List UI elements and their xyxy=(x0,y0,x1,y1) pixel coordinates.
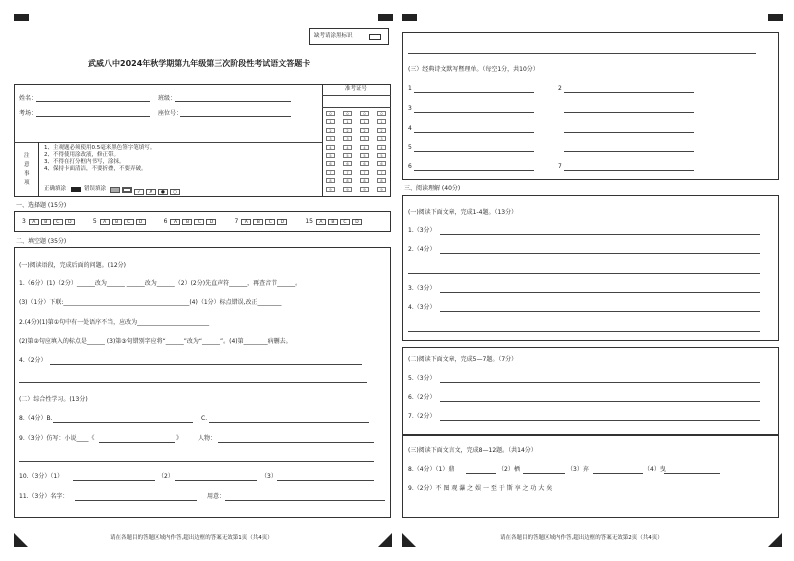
ticket-digit-cell[interactable]: 6 xyxy=(360,161,369,166)
poem-blank-number: 1 xyxy=(408,85,412,92)
corner-tri-bl xyxy=(14,533,28,547)
poem-blank-line[interactable] xyxy=(564,170,694,171)
corner-mark-tl xyxy=(14,14,29,21)
reading-answer-line[interactable] xyxy=(440,382,760,383)
r3-q8-line2[interactable] xyxy=(523,473,565,474)
ticket-divider2 xyxy=(322,107,391,108)
ticket-digit-cell[interactable]: 7 xyxy=(326,170,335,175)
s2-q8a: 8.（4分）B. xyxy=(19,415,53,422)
choice-row xyxy=(22,218,380,225)
poem-blank-line[interactable] xyxy=(564,92,694,93)
choice-option[interactable]: D xyxy=(206,219,216,225)
absent-label: 缺考请涂黑标识 xyxy=(314,33,353,39)
ticket-digit-cell[interactable]: 2 xyxy=(377,128,386,133)
poem-blank-number: 3 xyxy=(408,105,412,112)
s2-q9: 9.（3分）仿写：小说____《 xyxy=(19,435,95,442)
r-p3-title: (三）经典诗文默写暨理单。（每空1分，共10分） xyxy=(408,66,539,73)
poem-blank-line[interactable] xyxy=(414,151,534,152)
reading1-box xyxy=(402,195,779,341)
r3-q9: 9.（2分）不 图 观 瀑 之 娱 一 至 于 斯 享 之 功 大 矣 xyxy=(408,485,553,492)
r1-title: (一)阅读下面文章，完成1-4题。（13分） xyxy=(408,209,518,216)
poem-blank-number: 2 xyxy=(558,85,562,92)
r3-q8-line1[interactable] xyxy=(466,473,496,474)
ticket-digit-cell[interactable]: 8 xyxy=(377,178,386,183)
footer-left: 请在各题目的答题区域内作答,超出边框的答案无效第1页（共4页） xyxy=(110,535,273,541)
r2-title: (二)阅读下面文章，完成5—7题。（7分） xyxy=(408,356,518,363)
poem-blank-number: 5 xyxy=(408,144,412,151)
name-label: 姓名： xyxy=(19,95,38,102)
poem-blank-line[interactable] xyxy=(564,132,694,133)
reading-answer-line[interactable] xyxy=(440,420,760,421)
ticket-digit-cell[interactable]: 0 xyxy=(360,111,369,116)
choice-option[interactable]: B xyxy=(328,219,338,225)
choice-option[interactable]: A xyxy=(170,219,180,225)
corner-tri-br2 xyxy=(768,533,782,547)
ticket-digit-cell[interactable]: 2 xyxy=(326,128,335,133)
choice-number: 15 xyxy=(305,218,313,225)
choice-question xyxy=(305,218,364,225)
r3-q8c: （3）弃 xyxy=(567,466,589,473)
ticket-digit-cell[interactable]: 7 xyxy=(360,170,369,175)
reading-question: 3.（3分） xyxy=(408,285,436,292)
s2-q9-line2[interactable] xyxy=(19,461,374,462)
room-field[interactable] xyxy=(36,116,150,117)
ticket-digit-cell[interactable]: 0 xyxy=(343,111,352,116)
ticket-digit-cell[interactable]: 9 xyxy=(326,187,335,192)
s2-q2b: (2)第②句应填入的标点是______ (3)第③句错别字应将“______”改为“______”。(4)第________病删去。 xyxy=(19,338,292,345)
s2-q10-line3[interactable] xyxy=(277,480,374,481)
choice-option[interactable]: B xyxy=(112,219,122,225)
s2-p2-title: (二）综合性学习。(13分) xyxy=(19,396,88,403)
s2-q10: 10.（3分）（1） xyxy=(19,473,64,480)
ticket-digit-cell[interactable]: 2 xyxy=(360,128,369,133)
choice-option[interactable]: D xyxy=(65,219,75,225)
poem-blank-line[interactable] xyxy=(414,170,534,171)
notice-item-1: 1、主观题必须使用0.5毫米黑色签字笔填写。 xyxy=(44,145,156,151)
page-title: 武威八中2024年秋学期第九年级第三次阶段性考试语文答题卡 xyxy=(88,59,311,68)
s2-q10c: （3） xyxy=(261,473,277,480)
section3-title: 三、阅读理解 (40分) xyxy=(404,185,461,192)
choice-number: 5 xyxy=(92,218,97,225)
reading-answer-line[interactable] xyxy=(440,234,760,235)
r3-q8-line4[interactable] xyxy=(664,473,720,474)
room-label: 考场： xyxy=(19,110,38,117)
choice-option[interactable]: D xyxy=(136,219,146,225)
choice-option[interactable]: C xyxy=(124,219,134,225)
s2-q9c-line[interactable] xyxy=(218,442,374,443)
choice-option[interactable]: C xyxy=(265,219,275,225)
ticket-digit-cell[interactable]: 3 xyxy=(343,136,352,141)
corner-mark-tr xyxy=(378,14,393,21)
s2-q11-line2[interactable] xyxy=(225,500,385,501)
notice-item-4: 4、保持卡面清洁，不要折叠，不要弄破。 xyxy=(44,166,147,172)
info-divider xyxy=(14,142,322,143)
s2-q11-line1[interactable] xyxy=(75,500,197,501)
poem-blank-number: 6 xyxy=(408,163,412,170)
ticket-digit-cell[interactable]: 5 xyxy=(360,153,369,158)
ticket-digit-cell[interactable]: 7 xyxy=(343,170,352,175)
section2-title: 二、填空题 (35分) xyxy=(16,238,67,245)
ticket-divider xyxy=(322,95,391,96)
ticket-digit-cell[interactable]: 0 xyxy=(377,111,386,116)
reading-question: 5.（3分） xyxy=(408,375,436,382)
s2-q4-line2[interactable] xyxy=(19,382,367,383)
ticket-label: 准考证号 xyxy=(345,86,368,92)
r3-q8d: （4）曳 xyxy=(644,466,666,473)
s2-p1-title: (一)阅读语段，完成后面的问题。(12分) xyxy=(19,262,126,269)
poem-blank-number: 7 xyxy=(558,163,562,170)
choice-number: 7 xyxy=(234,218,239,225)
ticket-digit-cell[interactable]: 8 xyxy=(343,178,352,183)
ticket-digit-cell[interactable]: 5 xyxy=(377,153,386,158)
ticket-digit-cell[interactable]: 9 xyxy=(343,187,352,192)
reading-answer-line[interactable] xyxy=(440,292,760,293)
reading-answer-line[interactable] xyxy=(440,401,760,402)
ticket-digit-cell[interactable]: 3 xyxy=(326,136,335,141)
choice-option[interactable]: D xyxy=(352,219,362,225)
choice-number: 3 xyxy=(22,218,26,225)
choice-option[interactable]: D xyxy=(277,219,287,225)
poem-blank-line[interactable] xyxy=(414,112,534,113)
r1-extra1[interactable] xyxy=(408,273,760,274)
ticket-digit-cell[interactable]: 8 xyxy=(360,178,369,183)
seat-label: 座位号： xyxy=(158,110,183,117)
choice-question xyxy=(164,218,219,225)
fill-correct-label: 正确填涂 xyxy=(44,186,67,192)
ticket-digit-cell[interactable]: 4 xyxy=(377,145,386,150)
s2-q2: 2.(4分)(1)第①句中有一处语序不当，应改为________________________ xyxy=(19,319,210,326)
r1-extra2[interactable] xyxy=(408,331,760,332)
choice-option[interactable]: B xyxy=(41,219,51,225)
s2-q10b: （2） xyxy=(158,473,174,480)
poem-blank-line[interactable] xyxy=(564,112,694,113)
ticket-digit-cell[interactable]: 1 xyxy=(360,119,369,124)
choice-option[interactable]: B xyxy=(253,219,263,225)
ticket-digit-cell[interactable]: 3 xyxy=(360,136,369,141)
ticket-digit-cell[interactable]: 9 xyxy=(377,187,386,192)
reading-question: 7.（2分） xyxy=(408,413,436,420)
choice-option[interactable]: A xyxy=(316,219,326,225)
s2-q8c: C. xyxy=(201,415,208,422)
s2-q10-line1[interactable] xyxy=(73,480,155,481)
choice-question xyxy=(93,218,148,225)
choice-option[interactable]: C xyxy=(194,219,204,225)
s2-q11b: 用意： xyxy=(207,493,226,500)
s2-q8c-line[interactable] xyxy=(209,422,369,423)
corner-mark-tr2 xyxy=(768,14,783,21)
class-label: 班级： xyxy=(158,95,177,102)
ticket-digit-cell[interactable]: 1 xyxy=(377,119,386,124)
ticket-digit-cell[interactable]: 5 xyxy=(326,153,335,158)
right-top-line[interactable] xyxy=(408,53,756,54)
reading-question: 6.（2分） xyxy=(408,394,436,401)
absent-checkbox[interactable] xyxy=(369,34,381,40)
choice-question xyxy=(22,218,77,225)
ticket-digit-cell[interactable]: 4 xyxy=(360,145,369,150)
seat-field[interactable] xyxy=(180,116,291,117)
s2-q9c: 人物： xyxy=(198,435,217,442)
choice-option[interactable]: A xyxy=(241,219,251,225)
choice-option[interactable]: B xyxy=(182,219,192,225)
name-field[interactable] xyxy=(36,101,150,102)
fill-correct-sample xyxy=(71,187,81,192)
notice-vline xyxy=(38,142,39,197)
corner-mark-tl2 xyxy=(402,14,417,21)
poem-blank-line[interactable] xyxy=(564,151,694,152)
ticket-digit-cell[interactable]: 2 xyxy=(343,128,352,133)
ticket-digit-cell[interactable]: 6 xyxy=(377,161,386,166)
ticket-digit-cell[interactable]: 7 xyxy=(377,170,386,175)
poem-blank-line[interactable] xyxy=(414,132,534,133)
ticket-digit-cell[interactable]: 1 xyxy=(343,119,352,124)
ticket-digit-cell[interactable]: 5 xyxy=(343,153,352,158)
ticket-digit-cell[interactable]: 4 xyxy=(326,145,335,150)
fill-wrong-label: 错误填涂 xyxy=(84,186,107,192)
reading-answer-line[interactable] xyxy=(440,253,760,254)
ticket-digit-cell[interactable]: 0 xyxy=(326,111,335,116)
ticket-digit-cell[interactable]: 9 xyxy=(360,187,369,192)
corner-tri-br xyxy=(378,533,392,547)
choice-option[interactable]: C xyxy=(340,219,350,225)
s2-q1: 1.（6分）(1)（2分）______改为______ ______改为______（2）(2分)先直声符______，再查音节______。 xyxy=(19,280,302,287)
s2-q9b: 》 xyxy=(176,435,183,442)
s2-q9-line[interactable] xyxy=(99,442,175,443)
s2-q4: 4.（2分） xyxy=(19,357,47,364)
ticket-digit-cell[interactable]: 6 xyxy=(343,161,352,166)
ticket-digit-cell[interactable]: 4 xyxy=(343,145,352,150)
s2-q3: (3)（1分）下联:__________________________________________(4)（1分）标点错误,改正________ xyxy=(19,299,282,306)
choice-option[interactable]: A xyxy=(29,219,39,225)
s2-q10-line2[interactable] xyxy=(175,480,257,481)
notice-item-2: 2、不得使用涂改液，修正带。 xyxy=(44,152,120,158)
r3-q8: 8.（4分）（1）鼎 xyxy=(408,466,455,473)
notice-label: 注意事项 xyxy=(24,153,30,186)
footer-right: 请在各题目的答题区域内作答,超出边框的答案无效第2页（共4页） xyxy=(500,535,663,541)
s2-q4-line[interactable] xyxy=(50,364,362,365)
ticket-digit-cell[interactable]: 6 xyxy=(326,161,335,166)
r3-q8b: （2）栖 xyxy=(498,466,520,473)
reading-question: 4.（3分） xyxy=(408,304,436,311)
reading-question: 2.（4分） xyxy=(408,246,436,253)
poem-blank-number: 4 xyxy=(408,125,412,132)
reading-answer-line[interactable] xyxy=(440,311,760,312)
s2-q11: 11.（3分）名字： xyxy=(19,493,69,500)
section1-title: 一、选择题 (15分) xyxy=(16,202,67,209)
r3-q8-line3[interactable] xyxy=(593,473,643,474)
ticket-digit-cell[interactable]: 1 xyxy=(326,119,335,124)
s2-q8a-line[interactable] xyxy=(53,422,193,423)
choice-option[interactable]: C xyxy=(53,219,63,225)
fill-wrong-samples: ✓ ✗ ● ○ xyxy=(110,187,182,195)
right-box1 xyxy=(402,32,779,180)
choice-question xyxy=(234,218,289,225)
class-field[interactable] xyxy=(175,101,291,102)
info-vline xyxy=(322,84,323,197)
choice-number: 6 xyxy=(163,218,168,225)
corner-tri-bl2 xyxy=(402,533,416,547)
reading-question: 1.（3分） xyxy=(408,227,436,234)
ticket-digit-cell[interactable]: 3 xyxy=(377,136,386,141)
r3-title: (三)阅读下面文言文，完成8—12题。（共14分） xyxy=(408,447,537,454)
choice-option[interactable]: A xyxy=(100,219,110,225)
notice-item-3: 3、不得在打分框内书写，涂抹。 xyxy=(44,159,125,165)
poem-blank-line[interactable] xyxy=(414,92,534,93)
ticket-digit-cell[interactable]: 8 xyxy=(326,178,335,183)
